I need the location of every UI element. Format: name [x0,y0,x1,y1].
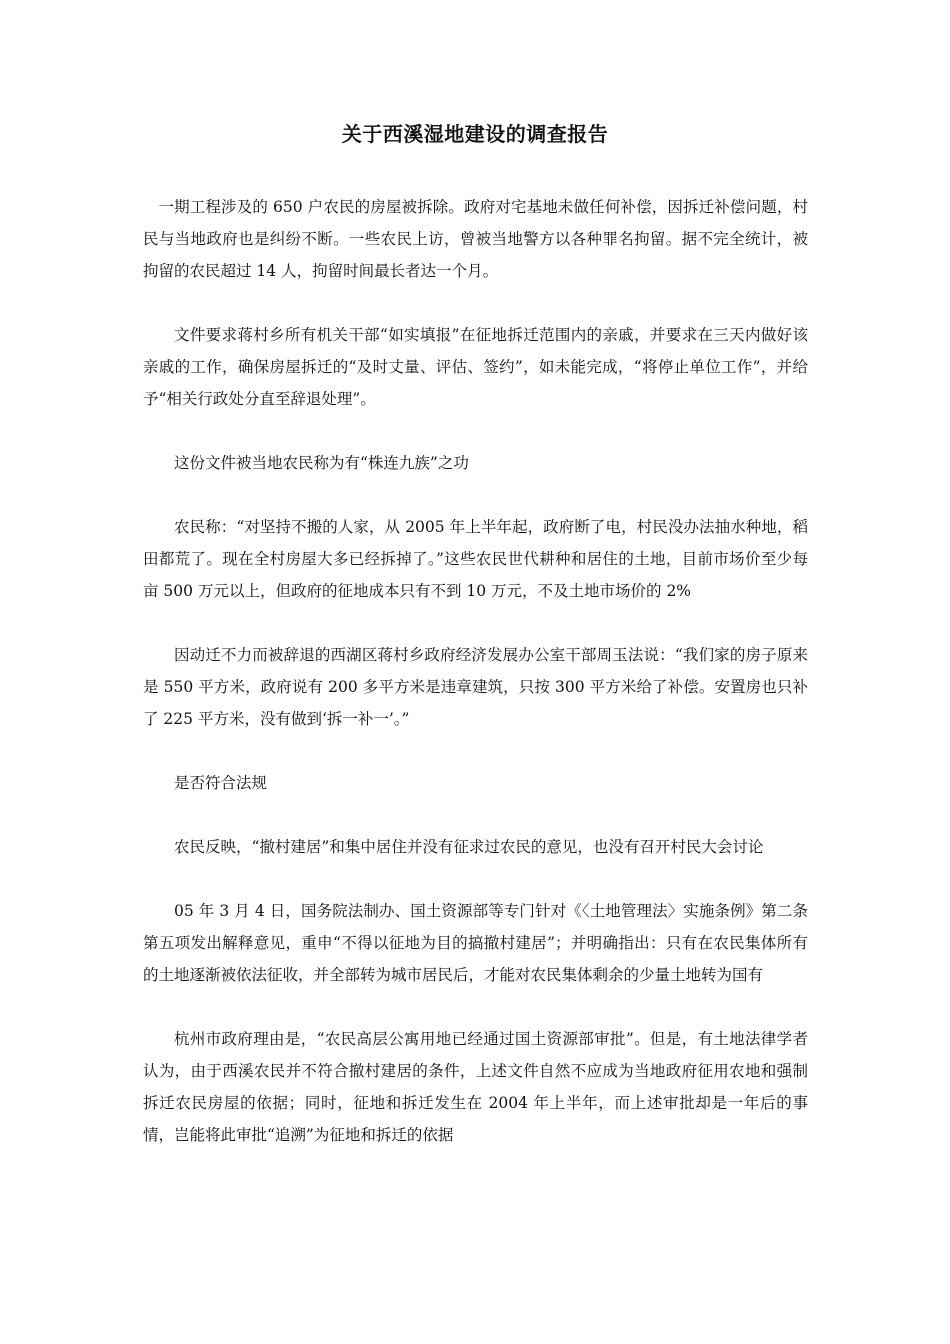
document-title: 关于西溪湿地建设的调查报告 [341,122,609,146]
paragraph-demolition: 一期工程涉及的 650 户农民的房屋被拆除。政府对宅基地未做任何补偿，因拆迁补偿问题，村民与当地政府也是纠纷不断。一些农民上访，曾被当地警方以各种罪名拘留。据不完全统计，被拘留的农民超过 14 人，拘留时间最长者达一个月。 [143,198,808,280]
paragraph-official-statement: 因动迁不力而被辞退的西湖区蒋村乡政府经济发展办公室干部周玉法说：“我们家的房子原来是 550 平方米，政府说有 200 多平方米是违章建筑，只按 300 平方米给了补偿。安置房也只补了 225 平方米，没有做到‘拆一补一’。” [143,646,808,728]
paragraph-file-nickname: 这份文件被当地农民称为有“株连九族”之功 [174,454,469,472]
paragraph-farmers-report: 农民反映，“撤村建居”和集中居住并没有征求过农民的意见，也没有召开村民大会讨论 [174,838,764,856]
paragraph-farmers-statement: 农民称：“对坚持不搬的人家，从 2005 年上半年起，政府断了电，村民没办法抽水种地，稻田都荒了。现在全村房屋大多已经拆掉了。”这些农民世代耕种和居住的土地，目前市场价至少每亩 500 万元以上，但政府的征地成本只有不到 10 万元，不及土地市场价的 2% [143,518,808,600]
paragraph-hangzhou-reason: 杭州市政府理由是，“农民高层公寓用地已经通过国土资源部审批”。但是，有土地法律学者认为，由于西溪农民并不符合撤村建居的条件，上述文件自然不应成为当地政府征用农地和强制拆迁农民房屋的依据；同时，征地和拆迁发生在 2004 年上半年，而上述审批却是一年后的事情，岂能将此审批“追溯”为征地和拆迁的依据 [143,1030,808,1144]
paragraph-file-requirements: 文件要求蒋村乡所有机关干部“如实填报”在征地拆迁范围内的亲戚，并要求在三天内做好该亲戚的工作，确保房屋拆迁的“及时丈量、评估、签约”，如未能完成，“将停止单位工作”，并给予“相关行政处分直至辞退处理”。 [143,326,808,408]
paragraph-state-council: 05 年 3 月 4 日，国务院法制办、国土资源部等专门针对《〈土地管理法〉实施条例》第二条第五项发出解释意见，重申“不得以征地为目的搞撤村建居”；并明确指出：只有在农民集体所有的土地逐渐被依法征收，并全部转为城市居民后，才能对农民集体剩余的少量土地转为国有 [143,902,808,984]
section-heading-legality: 是否符合法规 [174,774,268,792]
document-body [143,191,808,1183]
